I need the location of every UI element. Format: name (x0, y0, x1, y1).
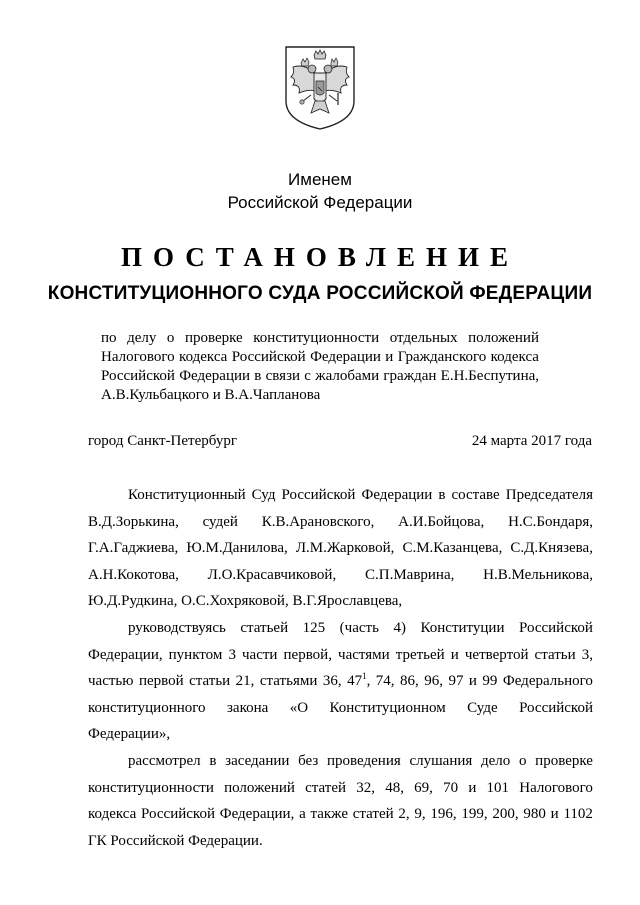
word: А.И.Бойцова, (398, 513, 485, 530)
word: и (468, 673, 477, 690)
word: Конституции (420, 619, 505, 636)
word: Г.А.Гаджиева, (88, 540, 179, 557)
word: Л.М.Жарковой, (295, 540, 395, 557)
word: 47 (347, 673, 363, 690)
word: кодекса (179, 349, 228, 365)
word: статей (352, 806, 394, 823)
word: третьей (395, 646, 445, 663)
word: 101 (486, 779, 510, 796)
word: Налогового (519, 779, 593, 796)
word: 86, (400, 673, 419, 690)
word: заседании (225, 752, 290, 769)
word: проведения (327, 752, 401, 769)
word: 199, (461, 806, 488, 823)
word: Российской (519, 619, 593, 636)
word: о (166, 330, 175, 346)
word: Российской (101, 368, 175, 384)
word: первой, (283, 646, 332, 663)
word: без (298, 752, 319, 769)
word: частями (338, 646, 390, 663)
word: статей (305, 779, 347, 796)
word: дело (480, 752, 511, 769)
word: частью (88, 673, 134, 690)
word: 3 (228, 646, 236, 663)
word: Н.В.Мельникова, (483, 566, 593, 583)
word: Е.Н.Беспутина, (440, 368, 539, 384)
word: Российской (231, 349, 306, 365)
word: кодекса (490, 349, 539, 365)
word: статьями (259, 673, 318, 690)
word: Федерации, (88, 646, 163, 663)
in-name-line-1: Именем (288, 170, 352, 189)
word: и (385, 349, 394, 365)
word: 74, (375, 673, 395, 690)
body-line (88, 722, 593, 746)
word: 70 (443, 779, 459, 796)
word: и (468, 779, 477, 796)
case-line (101, 386, 539, 405)
word: Федерации», (88, 726, 171, 743)
word: 97 (448, 673, 464, 690)
word: Л.О.Красавчиковой, (207, 566, 337, 583)
body-line (88, 510, 593, 534)
word: жалобами (315, 368, 380, 384)
word: Налогового (101, 349, 175, 365)
word: А.Н.Кокотова, (88, 566, 179, 583)
word: 48, (385, 779, 404, 796)
word: В.Д.Зорькина, (88, 513, 179, 530)
word: а (299, 806, 306, 823)
in-name-line-2: Российской Федерации (227, 193, 413, 212)
word: Ю.Д.Рудкина, О.С.Хохряковой, В.Г.Ярославцева, (88, 593, 403, 610)
word: Федерального (502, 673, 593, 690)
word: С.Д.Князева, (510, 540, 593, 557)
word: Суд (251, 487, 276, 503)
word: также (310, 806, 349, 823)
word: граждан (383, 368, 437, 384)
word: закона (226, 699, 269, 716)
word: 32, (356, 779, 375, 796)
word: в (209, 752, 217, 769)
word: 3, (581, 646, 593, 663)
word: Российской (519, 699, 593, 716)
word: судей (202, 513, 238, 530)
word: положений (224, 779, 295, 796)
word: части (242, 646, 278, 663)
case-line (101, 348, 539, 367)
word: статьи (534, 646, 576, 663)
word: 36, (322, 673, 342, 690)
word: связи (265, 368, 301, 384)
word: «О (289, 699, 309, 716)
word: конституционности (253, 330, 380, 346)
word: о (518, 752, 527, 769)
word: 980 (523, 806, 546, 823)
body-line (88, 589, 593, 613)
word: слушания (409, 752, 473, 769)
word: Федерации, (219, 806, 295, 823)
word: 1102 (563, 806, 593, 823)
body-line (88, 802, 593, 826)
case-line (101, 329, 539, 348)
word: и (450, 646, 459, 663)
word-with-superscript: $47^1$, (347, 671, 371, 690)
word: 2, (398, 806, 410, 823)
word: Ю.М.Данилова, (186, 540, 288, 557)
body-line (88, 776, 593, 800)
body-line (88, 616, 593, 640)
court-name: КОНСТИТУЦИОННОГО СУДА РОССИЙСКОЙ ФЕДЕРАЦИИ (47, 283, 593, 304)
word: 99 (482, 673, 498, 690)
word: 125 (302, 619, 326, 636)
word: 200, (492, 806, 519, 823)
body-line (88, 563, 593, 587)
article-superscript: 1 (362, 671, 367, 682)
word: 69, (414, 779, 433, 796)
word: А.В.Кульбацкого и В.А.Чапланова (101, 387, 321, 403)
word: Суде (467, 699, 498, 716)
word: с (304, 368, 311, 384)
word: Федерации (179, 368, 251, 384)
word: статьей (240, 619, 289, 636)
decision-date: 24 марта 2017 года (471, 433, 592, 449)
word: Конституционный (128, 487, 246, 503)
word: Российской (141, 806, 215, 823)
word: четвертой (464, 646, 529, 663)
word: Федерации (310, 349, 381, 365)
word: К.В.Арановского, (261, 513, 375, 530)
body-line (88, 669, 593, 693)
body-line (88, 749, 593, 773)
word: 196, (430, 806, 457, 823)
word: кодекса (88, 806, 137, 823)
word: по (101, 330, 117, 346)
word: проверке (184, 330, 243, 346)
word: 9, (414, 806, 426, 823)
word: Конституционном (329, 699, 446, 716)
body-line (88, 696, 593, 720)
decision-body (88, 483, 593, 855)
word: Н.С.Бондаря, (508, 513, 593, 530)
word: Российской (281, 487, 356, 503)
word: статьи (189, 673, 231, 690)
body-line (88, 483, 593, 507)
word: проверке (535, 752, 593, 769)
case-line (101, 367, 539, 386)
word: конституционного (88, 699, 206, 716)
word: 96, (424, 673, 443, 690)
word: С.М.Казанцева, (402, 540, 503, 557)
word: пунктом (168, 646, 223, 663)
word: ГК Российской Федерации. (88, 832, 263, 849)
place-of-decision: город Санкт-Петербург (88, 433, 237, 449)
word: конституционности (88, 779, 214, 796)
word: Председателя (505, 487, 593, 503)
body-line (88, 829, 593, 853)
word: первой (138, 673, 184, 690)
word: делу (127, 330, 157, 346)
word: 4) (393, 619, 406, 636)
word: в (438, 487, 446, 503)
word: руководствуясь (128, 619, 226, 636)
word: положений (468, 330, 539, 346)
word: составе (451, 487, 500, 503)
body-line (88, 536, 593, 560)
word: 21, (235, 673, 255, 690)
word: и (550, 806, 559, 823)
word: Федерации (361, 487, 433, 503)
word: Гражданского (397, 349, 487, 365)
word: в (254, 368, 262, 384)
word: рассмотрел (128, 752, 201, 769)
body-line (88, 643, 593, 667)
word: С.П.Маврина, (364, 566, 455, 583)
case-description (101, 329, 539, 405)
word: отдельных (389, 330, 458, 346)
document-title: ПОСТАНОВЛЕНИЕ (120, 242, 520, 272)
word: (часть (339, 619, 379, 636)
coat-of-arms-emblem (281, 43, 359, 131)
